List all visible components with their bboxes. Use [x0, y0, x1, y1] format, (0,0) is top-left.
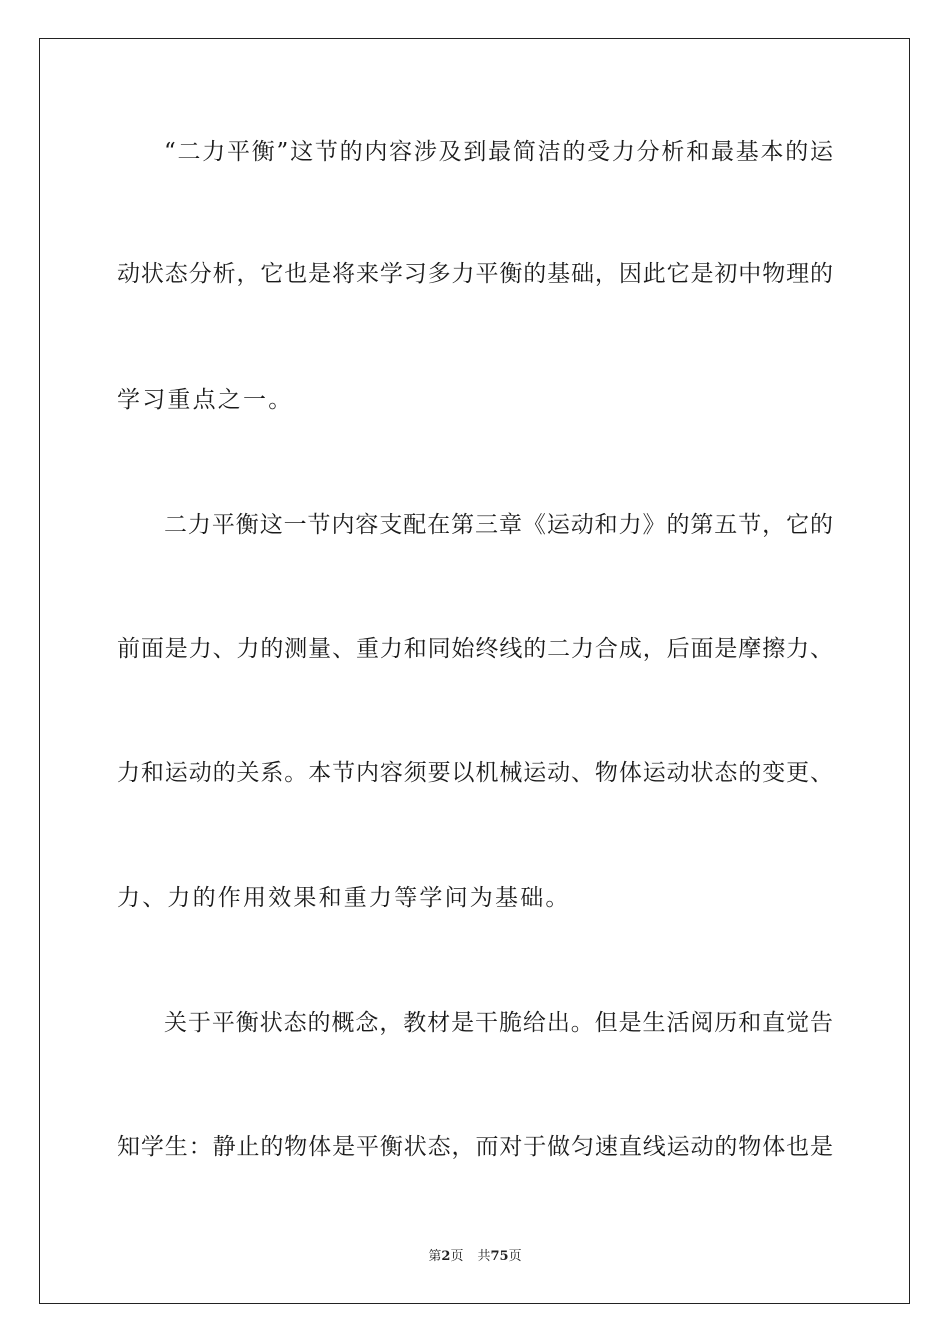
paragraph-2-line-3: 力和运动的关系。本节内容须要以机械运动、物体运动状态的变更、 — [117, 760, 833, 786]
page-suffix: 页 — [450, 1249, 464, 1264]
page-number: 2 — [441, 1249, 451, 1264]
paragraph-3-line-1: 关于平衡状态的概念，教材是干脆给出。但是生活阅历和直觉告 — [164, 1010, 833, 1036]
total-pages: 75 — [490, 1249, 509, 1264]
paragraph-2-line-4: 力、力的作用效果和重力等学问为基础。 — [117, 885, 571, 911]
paragraph-2-line-1: 二力平衡这一节内容支配在第三章《运动和力》的第五节，它的 — [164, 512, 833, 538]
paragraph-1-line-2: 动状态分析，它也是将来学习多力平衡的基础，因此它是初中物理的 — [117, 261, 833, 287]
page-footer — [0, 1249, 950, 1265]
paragraph-1-line-1: “二力平衡”这节的内容涉及到最简洁的受力分析和最基本的运 — [164, 139, 833, 165]
paragraph-2-line-2: 前面是力、力的测量、重力和同始终线的二力合成，后面是摩擦力、 — [117, 636, 833, 662]
total-prefix: 共 — [477, 1249, 491, 1264]
paragraph-3-line-2: 知学生：静止的物体是平衡状态，而对于做匀速直线运动的物体也是 — [117, 1134, 833, 1160]
paragraph-1-line-3: 学习重点之一。 — [117, 387, 294, 413]
page-border — [39, 38, 910, 1304]
page-prefix: 第 — [428, 1249, 442, 1264]
total-suffix: 页 — [508, 1249, 522, 1264]
